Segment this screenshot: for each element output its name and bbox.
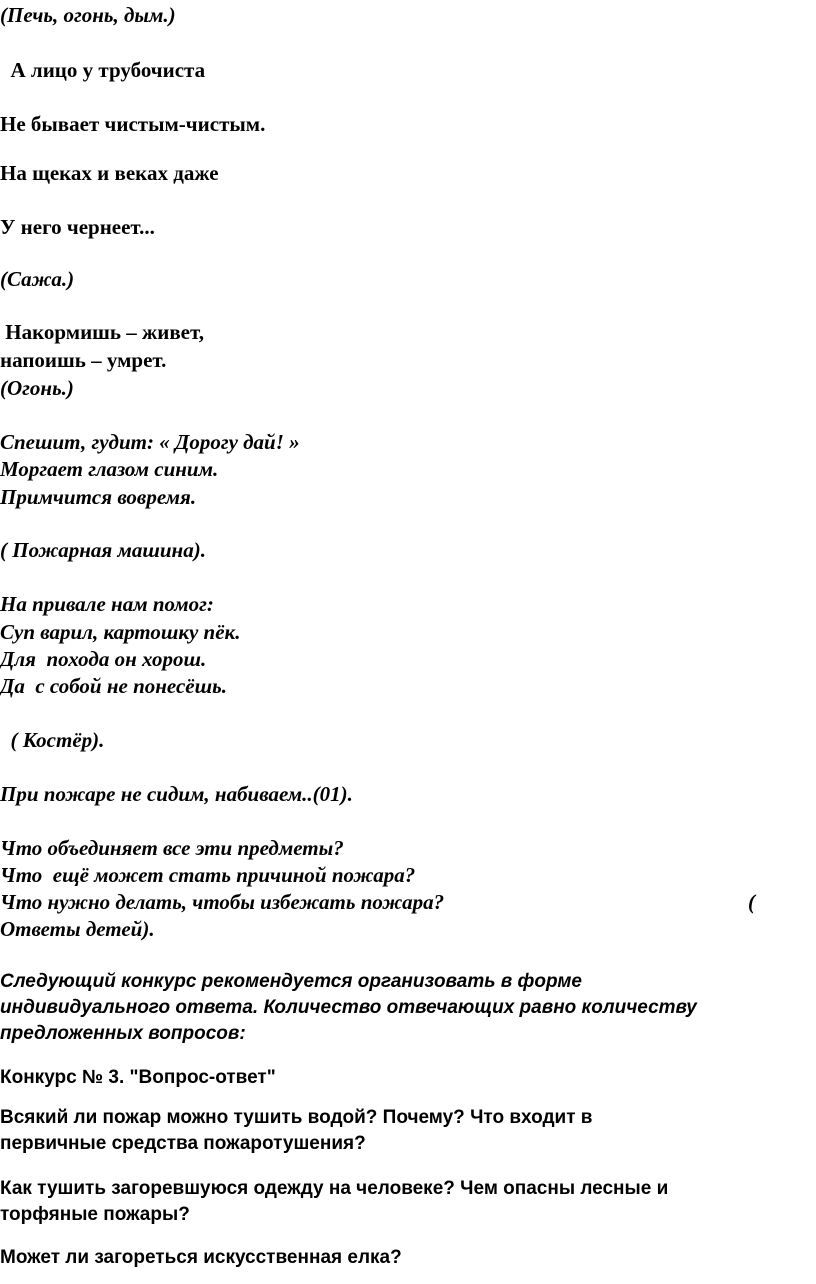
riddle-fire-line-1: Накормишь – живет,	[0, 320, 204, 344]
riddle-soot-line-2: Не бывает чистым-чистым.	[0, 112, 266, 136]
riddle-answer-firetruck: ( Пожарная машина).	[0, 538, 206, 562]
question-line-3-paren: (	[748, 890, 755, 914]
contest-3-heading: Конкурс № 3. "Вопрос-ответ"	[0, 1067, 276, 1088]
riddle-answer-fire: (Огонь.)	[0, 376, 74, 400]
riddle-answer-soot: (Сажа.)	[0, 267, 75, 291]
riddle-fire-line-2: напоишь – умрет.	[0, 348, 167, 372]
contest-intro-line-2: индивидуального ответа. Количество отвечающих равно количеству	[0, 997, 697, 1018]
riddle-soot-line-3: На щеках и веках даже	[0, 161, 219, 185]
riddle-answer-stove: (Печь, огонь, дым.)	[0, 3, 176, 27]
question-line-1: Что объединяет все эти предметы?	[0, 836, 344, 860]
riddle-firetruck-line-1: Спешит, гудит: « Дорогу дай! »	[0, 430, 300, 454]
riddle-soot-line-1: А лицо у трубочиста	[0, 58, 206, 82]
riddle-emergency-number: При пожаре не сидим, набиваем..(01).	[0, 782, 353, 806]
riddle-campfire-line-3: Для похода он хорош.	[0, 647, 207, 671]
contest-intro-line-1: Следующий конкурс рекомендуется организовать в форме	[0, 971, 582, 992]
contest-question-2-line-1: Как тушить загоревшуюся одежду на человеке? Чем опасны лесные и	[0, 1178, 669, 1199]
contest-question-3: Может ли загореться искусственная елка?	[0, 1247, 402, 1268]
riddle-firetruck-line-3: Примчится вовремя.	[0, 485, 197, 509]
contest-question-2-line-2: торфяные пожары?	[0, 1204, 190, 1225]
riddle-firetruck-line-2: Моргает глазом синим.	[0, 457, 219, 481]
contest-intro-line-3: предложенных вопросов:	[0, 1023, 246, 1044]
contest-question-1-line-1: Всякий ли пожар можно тушить водой? Почему? Что входит в	[0, 1107, 593, 1128]
contest-question-1-line-2: первичные средства пожаротушения?	[0, 1133, 366, 1154]
children-answers-note: Ответы детей).	[0, 917, 155, 941]
question-line-2: Что ещё может стать причиной пожара?	[0, 863, 416, 887]
question-line-3: Что нужно делать, чтобы избежать пожара?	[0, 890, 445, 914]
riddle-campfire-line-4: Да с собой не понесёшь.	[0, 674, 227, 698]
riddle-campfire-line-1: На привале нам помог:	[0, 592, 214, 616]
riddle-campfire-line-2: Суп варил, картошку пёк.	[0, 620, 241, 644]
riddle-answer-campfire: ( Костёр).	[0, 728, 105, 752]
riddle-soot-line-4: У него чернеет...	[0, 215, 155, 239]
